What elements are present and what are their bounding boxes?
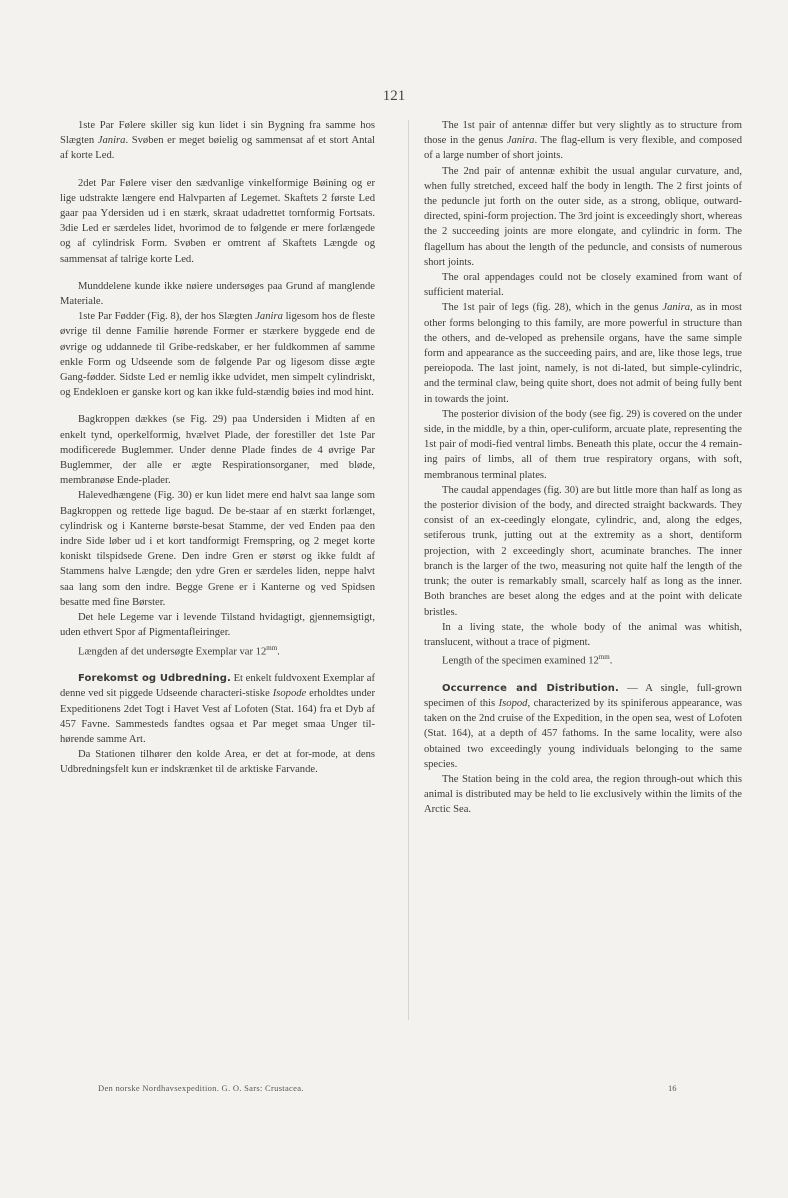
italic-term: Isopod: [498, 698, 528, 710]
paragraph: [60, 118, 375, 164]
text-run: ligesom hos de fleste øvrige til denne Familie hørende Former er stærkere byggede end de øvrige og uddannede til Gribe-redskaber, er her fuldkommen af samme enkle Form og Udseende som de følgende Par og ligesom disse ægte Gang-fødder. Sidste Led er nemlig ikke udvidet, men simpelt cylindriskt, og Endekloen er ganske kort og kan ikke fuld-stændig bøies ind mod hint.: [60, 311, 375, 399]
paragraph: [424, 270, 742, 300]
text-run: Længden af det undersøgte Exemplar var 12: [78, 646, 267, 658]
paragraph: [60, 747, 375, 777]
text-run: Et enkelt fuldvoxent Exemplar af denne ved sit piggede Udseende characteri-stiske: [60, 673, 375, 700]
column-divider: [408, 120, 409, 1020]
italic-term: Janira: [662, 302, 691, 314]
footer-publication: Den norske Nordhavsexpedition. G. O. Sars: Crustacea.: [98, 1083, 304, 1093]
italic-term: Janira: [255, 311, 283, 323]
text-run: Det hele Legeme var i levende Tilstand hvidagtigt, gjennemsigtigt, uden ethvert Spor af Pigmentafleiringer.: [60, 612, 375, 639]
text-run: The posterior division of the body (see fig. 29) is covered on the under side, in the middle, by a thin, oper-culiform, arcuate plate, representing the 1st pair of modi-fied ventral limbs. Beneath this plate, occur the 4 remain-ing pairs of limbs, all of them true respiratory organs, with soft, membranous terminal plates.: [424, 408, 742, 481]
paragraph: [424, 407, 742, 483]
paragraph: [424, 164, 742, 270]
text-run: — A single, full-grown specimen of this: [424, 682, 742, 710]
section-heading: Forekomst og Udbredning.: [78, 673, 231, 685]
text-run: Length of the specimen examined 12: [442, 655, 599, 667]
paragraph: [60, 671, 375, 747]
text-run: The oral appendages could not be closely examined from want of sufficient material.: [424, 272, 742, 299]
paragraph: [60, 488, 375, 610]
unit-superscript: mm: [266, 643, 278, 652]
unit-superscript: mm: [598, 653, 610, 662]
text-run: . The flag-ellum is very flexible, and composed of a large number of short joints.: [424, 135, 743, 162]
text-run: , characterized by its spiniferous appearance, was taken on the 2nd cruise of the Expedition, in the open sea, west of Lofoten (Stat. 164), at a depth of 457 fathoms. In the same locality, were also obtained two exceedingly young individuals belonging to the same species.: [424, 698, 742, 770]
text-run: 2det Par Følere viser den sædvanlige vinkelformige Bøining og er lige udstrakte længere end Halvparten af Legemet. Skaftets 2 første Led gaar paa Ydersiden ud i en stærk, skraat udadrettet tornformig Fortsats. 3die Led er særdeles lidet, hvorimod de to følgende er mere forlængede og af cylindrisk Form. Svøben er omtrent af Skaftets Længde og sammensat af talrige korte Led.: [60, 177, 375, 265]
paragraph: [60, 176, 375, 267]
paragraph: [60, 412, 375, 488]
text-run: .: [277, 646, 280, 658]
text-run: , as in most other forms belonging to this family, are more powerful in structure than the others, and de-veloped as prehensile organs, have the same simple form and appearance as the succeeding pairs, and are, like those legs, true pereiopoda. The last joint, namely, is not di-lated, but simple-cylindric, and the terminal claw, being quite short, does not admit of being fully bent in towards the joint.: [424, 302, 743, 405]
text-run: In a living state, the whole body of the animal was whitish, translucent, without a trace of pigment.: [424, 621, 742, 648]
paragraph: [424, 300, 742, 406]
paragraph: [424, 772, 742, 818]
english-column: [424, 118, 742, 818]
text-run: Da Stationen tilhører den kolde Area, er det at for-mode, at dens Udbredningsfelt kun er indskrænket til de arktiske Farvande.: [60, 749, 375, 776]
paragraph: [424, 681, 742, 772]
text-run: 1ste Par Følere skiller sig kun lidet i sin Bygning fra samme hos Slægten: [60, 120, 375, 147]
danish-column: [60, 118, 375, 778]
text-run: The 1st pair of antennæ differ but very slightly as to structure from those in the genus: [424, 120, 742, 147]
text-run: The 2nd pair of antennæ exhibit the usual angular curvature, and, when fully stretched, exceed half the body in length. The 2 first joints of the peduncle jut forth on the outer side, as a strong, oblique, outward-directed, spini-form projection. The 3rd joint is exceedingly short, whereas the 2 succeeding joints are more elongate, and cylindric in form. The flagellum has about the length of the peduncle, and consists of numerous short joints.: [424, 165, 742, 268]
text-run: The caudal appendages (fig. 30) are but little more than half as long as the posterior division of the body, and directed straight backwards. They consist of an ex-ceedingly elongate, cylindric, and, along the edges, setiferous trunk, jutting out at the extremity as a short, dentiform projection, with 2 exceedingly short, acuminate branches. The inner branch is the larger of the two, measuring not quite half the length of the trunk; the outer is remarkably small, scarcely half as long as the inner. Both branches are beset along the edges and at the point with delicate bristles.: [424, 484, 742, 618]
italic-term: Janira: [97, 135, 126, 147]
page-number: 121: [382, 88, 406, 104]
paragraph: [424, 118, 742, 164]
paragraph: [60, 610, 375, 640]
text-run: Munddelene kunde ikke nøiere undersøges paa Grund af manglende Materiale.: [60, 280, 375, 308]
footer-signature: 16: [668, 1083, 677, 1093]
text-run: The Station being in the cold area, the region through-out which this animal is distributed may be held to lie exclusively within the limits of the Arctic Sea.: [424, 774, 742, 816]
paragraph: [424, 650, 742, 669]
paragraph: [424, 483, 742, 620]
paragraph: [60, 309, 375, 400]
text-run: Bagkroppen dækkes (se Fig. 29) paa Undersiden i Midten af en enkelt tynd, operkelformig, hvælvet Plade, der forestiller det 1ste Par modificerede Buglemmer. Under denne Plade findes de 4 øvrige Par Buglemmer, der alle er ægte Respirationsorganer, med bløde, membranøse Ende-plader.: [60, 414, 375, 487]
section-heading: Occurrence and Distribution.: [442, 682, 619, 694]
text-run: Halevedhængene (Fig. 30) er kun lidet mere end halvt saa lange som Bagkroppen og rettede lige bagud. De be-staar af en stærkt forlænget, cylindrisk og i Kanterne børste-besat Stamme, der ved Enden paa den indre Side løber ud i et kort tandformigt Fremspring, og 2 meget korte koniskt tilspidsede Grene. Den indre Gren er størst og ikke fuldt af Stammens halve Længde; den ydre Gren er særdeles liden, neppe halvt saa lang som den indre. Begge Grene er i Kanterne og ved Spidsen besatte med fine Børster.: [60, 490, 375, 608]
italic-term: Isopode: [272, 688, 307, 700]
paragraph: [60, 279, 375, 309]
text-run: 1ste Par Fødder (Fig. 8), der hos Slægten: [78, 311, 256, 323]
italic-term: Janira: [506, 135, 535, 147]
paragraph: [60, 641, 375, 660]
text-run: .: [609, 655, 613, 667]
paragraph: [424, 620, 742, 650]
text-run: The 1st pair of legs (fig. 28), which in the genus: [442, 302, 663, 314]
text-run: . Svøben er meget bøielig og sammensat af et stort Antal af korte Led.: [60, 135, 376, 162]
text-run: erholdtes under Expeditionens 2det Togt i Havet Vest af Lofoten (Stat. 164) fra et Dyb af 457 Favne. Sammesteds fandtes ogsaa et Par meget smaa Unger til-hørende samme Art.: [60, 688, 375, 746]
